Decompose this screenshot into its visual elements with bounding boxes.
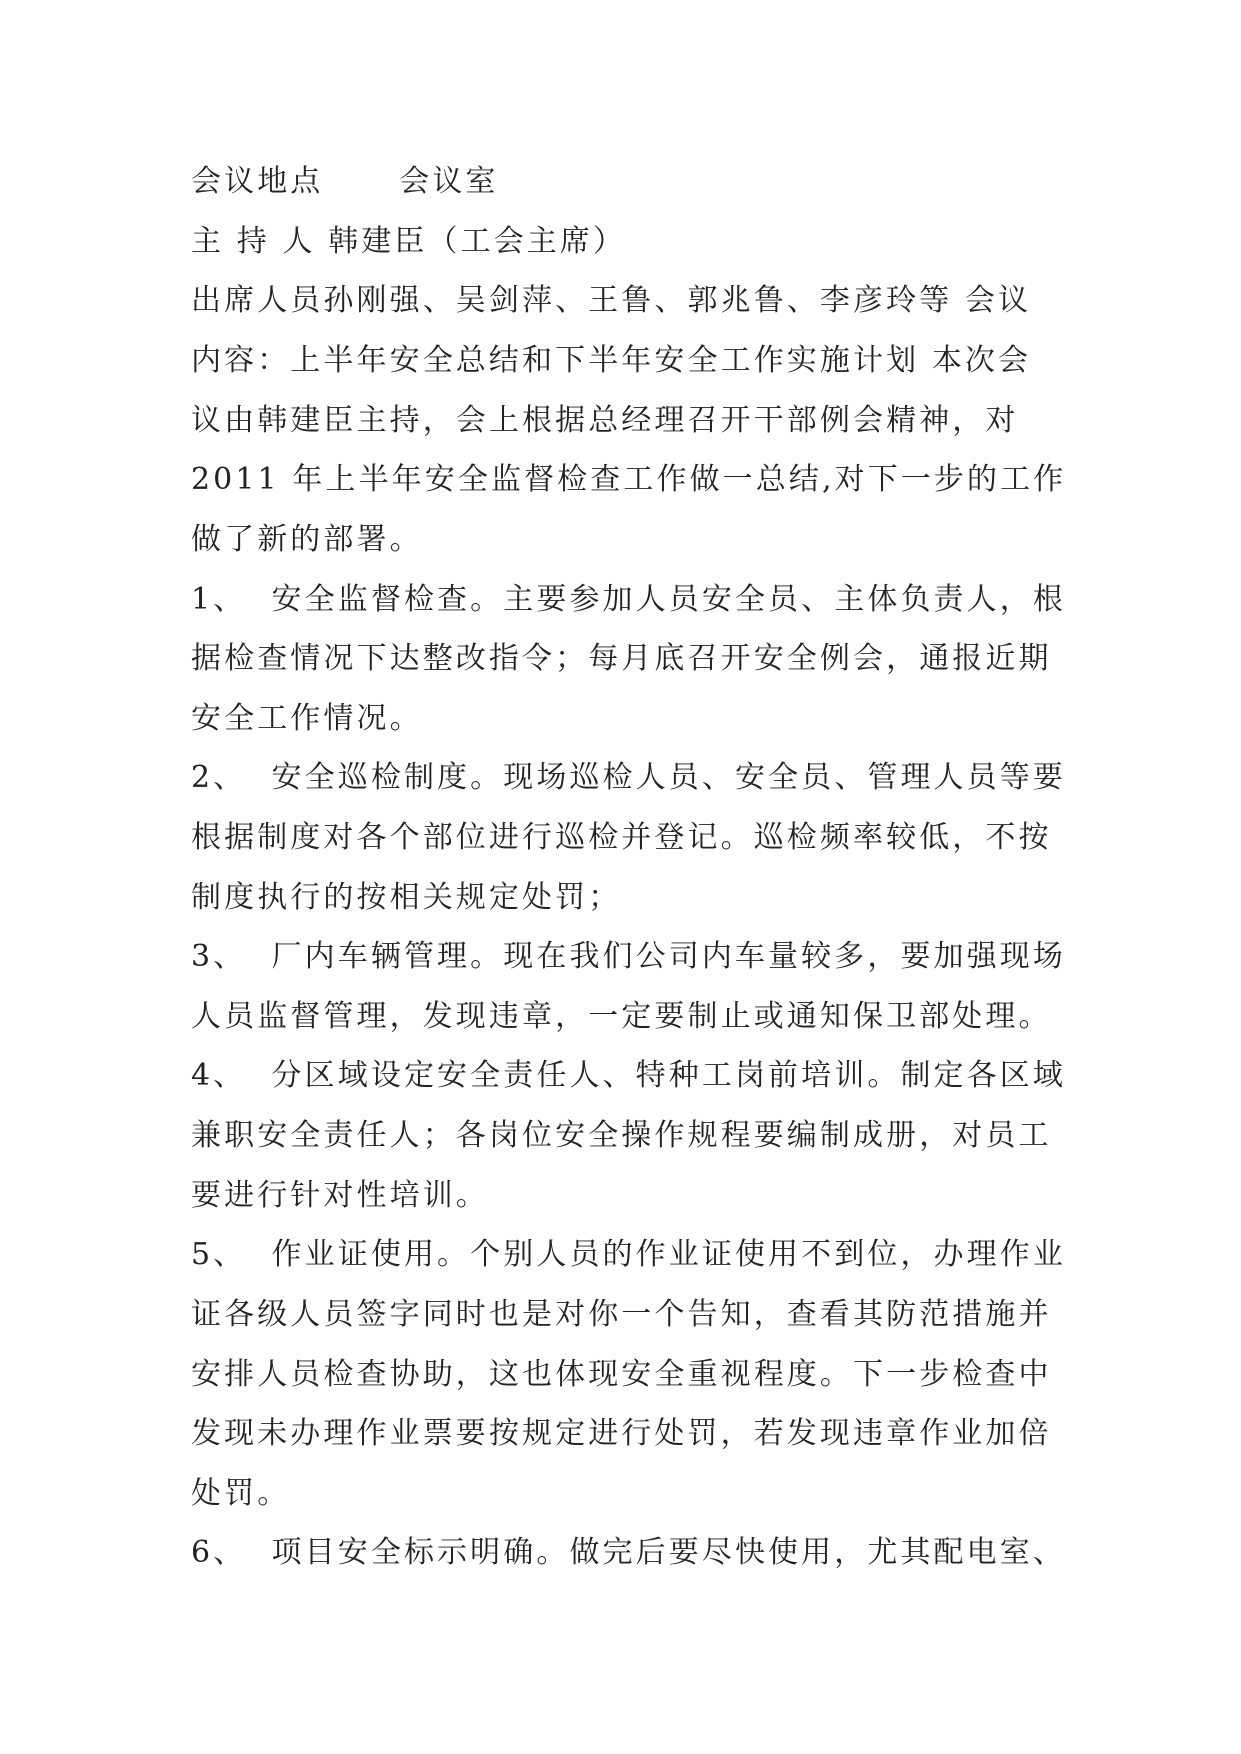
- list-item-4-line: 要进行针对性培训。: [191, 1178, 489, 1213]
- list-item-2-line: 根据制度对各个部位进行巡检并登记。巡检频率较低，不按: [191, 820, 1052, 855]
- list-item-6-line: 6、 项目安全标示明确。做完后要尽快使用，尤其配电室、: [191, 1535, 1066, 1570]
- list-item-2-line: 2、 安全巡检制度。现场巡检人员、安全员、管理人员等要: [191, 760, 1066, 795]
- host-line: 主 持 人 韩建臣（工会主席）: [191, 224, 627, 259]
- list-item-4-line: 4、 分区域设定安全责任人、特种工岗前培训。制定各区域: [191, 1058, 1066, 1093]
- list-item-5-line: 证各级人员签字同时也是对你一个告知，查看其防范措施并: [191, 1297, 1052, 1332]
- list-item-5-line: 发现未办理作业票要按规定进行处罚，若发现违章作业加倍: [191, 1416, 1052, 1451]
- list-item-5-line: 安排人员检查协助，这也体现安全重视程度。下一步检查中: [191, 1357, 1052, 1392]
- list-item-5-line: 5、 作业证使用。个别人员的作业证使用不到位，办理作业: [191, 1237, 1066, 1272]
- list-item-3-line: 人员监督管理，发现违章，一定要制止或通知保卫部处理。: [191, 999, 1052, 1034]
- list-item-1-line: 安全工作情况。: [191, 701, 423, 736]
- list-item-1-line: 据检查情况下达整改指令；每月底召开安全例会，通报近期: [191, 641, 1052, 676]
- list-item-4-line: 兼职安全责任人；各岗位安全操作规程要编制成册，对员工: [191, 1118, 1052, 1153]
- list-item-5-line: 处罚。: [191, 1476, 291, 1511]
- list-item-2-line: 制度执行的按相关规定处罚；: [191, 880, 622, 915]
- list-item-3-line: 3、 厂内车辆管理。现在我们公司内车量较多，要加强现场: [191, 939, 1066, 974]
- attendees-line: 出席人员孙刚强、吴剑萍、王鲁、郭兆鲁、李彦玲等 会议: [191, 283, 1032, 318]
- paragraph-line: 2011 年上半年安全监督检查工作做一总结,对下一步的工作: [191, 462, 1067, 497]
- paragraph-line: 做了新的部署。: [191, 522, 423, 557]
- list-item-1-line: 1、 安全监督检查。主要参加人员安全员、主体负责人，根: [191, 582, 1066, 617]
- paragraph-line: 内容：上半年安全总结和下半年安全工作实施计划 本次会: [191, 343, 1032, 378]
- paragraph-line: 议由韩建臣主持，会上根据总经理召开干部例会精神，对: [191, 403, 1019, 438]
- meeting-location-line: 会议地点 会议室: [191, 164, 499, 199]
